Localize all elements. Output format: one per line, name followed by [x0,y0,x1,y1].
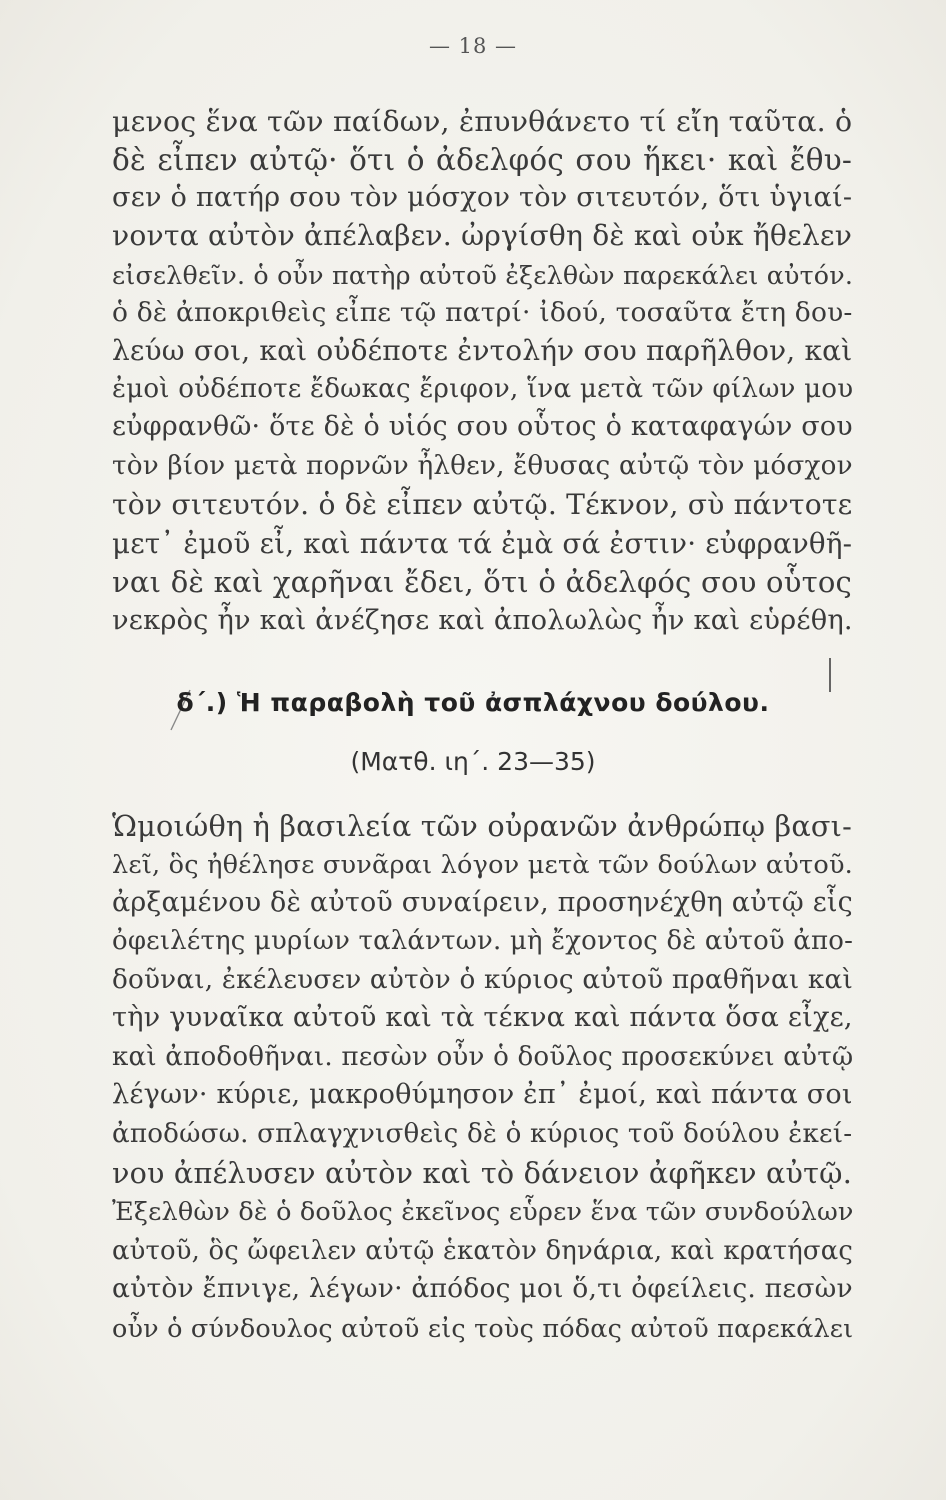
text-line: τὸν βίον μετὰ πορνῶν ἦλθεν, ἔθυσας αὐτῷ τὸν μόσχον [112,451,853,481]
text-line: ἀποδώσω. σπλαγχνισθεὶς δὲ ὁ κύριος τοῦ δούλου ἐκεί- [112,1119,853,1149]
text-line: καὶ ἀποδοθῆναι. πεσὼν οὖν ὁ δοῦλος προσεκύνει αὐτῷ [112,1042,854,1072]
text-line: ὀφειλέτης μυρίων ταλάντων. μὴ ἔχοντος δὲ αὐτοῦ ἀπο- [112,926,854,956]
text-line: νοντα αὐτὸν ἀπέλαβεν. ὠργίσθη δὲ καὶ οὐκ ἤθελεν [112,219,853,252]
pencil-bar-mark [828,658,832,692]
text-line: ὁ δὲ ἀποκριθεὶς εἶπε τῷ πατρί· ἰδού, τοσαῦτα ἔτη δου- [112,297,853,328]
text-line: εἰσελθεῖν. ὁ οὖν πατὴρ αὐτοῦ ἐξελθὼν παρεκάλει αὐτόν. [112,260,854,290]
text-line: τὸν σιτευτόν. ὁ δὲ εἶπεν αὐτῷ. Τέκνον, σὺ πάντοτε [112,488,853,521]
text-line: μενος ἕνα τῶν παίδων, ἐπυνθάνετο τί εἴη ταῦτα. ὁ [112,105,853,138]
text-line: λεύω σοι, καὶ οὐδέποτε ἐντολήν σου παρῆλθον, καὶ [112,334,853,367]
text-line: τὴν γυναῖκα αὐτοῦ καὶ τὰ τέκνα καὶ πάντα ὅσα εἶχε, [112,1002,853,1033]
text-line: ἐμοὶ οὐδέποτε ἔδωκας ἔριφον, ἵνα μετὰ τῶν φίλων μου [112,374,854,404]
text-line: μετ᾽ ἐμοῦ εἶ, καὶ πάντα τά ἐμὰ σά ἐστιν· εὐφρανθῆ- [112,527,853,560]
text-line: δὲ εἶπεν αὐτῷ· ὅτι ὁ ἀδελφός σου ἥκει· καὶ ἔθυ- [112,143,852,177]
text-line: σεν ὁ πατήρ σου τὸν μόσχον τὸν σιτευτόν, ὅτι ὑγιαί- [112,182,853,213]
section-reference: (Ματθ. ιη΄. 23—35) [350,747,596,776]
text-line: ναι δὲ καὶ χαρῆναι ἔδει, ὅτι ὁ ἀδελφός σου οὗτος [112,565,852,599]
text-line: δοῦναι, ἐκέλευσεν αὐτὸν ὁ κύριος αὐτοῦ πραθῆναι καὶ [112,965,853,995]
text-line: νεκρὸς ἦν καὶ ἀνέζησε καὶ ἀπολωλὼς ἦν καὶ εὑρέθη. [112,605,853,636]
text-line: Ὡμοιώθη ἡ βασιλεία τῶν οὐρανῶν ἀνθρώπῳ βασι- [112,809,852,843]
text-line: οὖν ὁ σύνδουλος αὐτοῦ εἰς τοὺς πόδας αὐτοῦ παρεκάλει [112,1313,854,1343]
text-line: αὐτὸν ἔπνιγε, λέγων· ἀπόδος μοι ὅ,τι ὀφείλεις. πεσὼν [112,1273,853,1304]
text-line: λέγων· κύριε, μακροθύμησον ἐπ᾽ ἐμοί, καὶ πάντα σοι [112,1079,853,1110]
text-line: εὐφρανθῶ· ὅτε δὲ ὁ υἱός σου οὗτος ὁ καταφαγών σου [112,411,853,442]
page-number: — 18 — [428,34,518,58]
text-line: αὐτοῦ, ὃς ὤφειλεν αὐτῷ ἑκατὸν δηνάρια, καὶ κρατήσας [112,1236,854,1266]
text-line: νου ἀπέλυσεν αὐτὸν καὶ τὸ δάνειον ἀφῆκεν αὐτῷ. [112,1156,852,1190]
section-title: δ΄.) Ἡ παραβολὴ τοῦ ἀσπλάχνου δούλου. [176,688,770,717]
text-line: λεῖ, ὃς ἠθέλησε συνᾶραι λόγον μετὰ τῶν δούλων αὐτοῦ. [112,850,854,880]
text-line: ἀρξαμένου δὲ αὐτοῦ συναίρειν, προσηνέχθη αὐτῷ εἷς [112,887,853,918]
text-line: Ἐξελθὼν δὲ ὁ δοῦλος ἐκεῖνος εὗρεν ἕνα τῶν συνδούλων [112,1197,854,1227]
